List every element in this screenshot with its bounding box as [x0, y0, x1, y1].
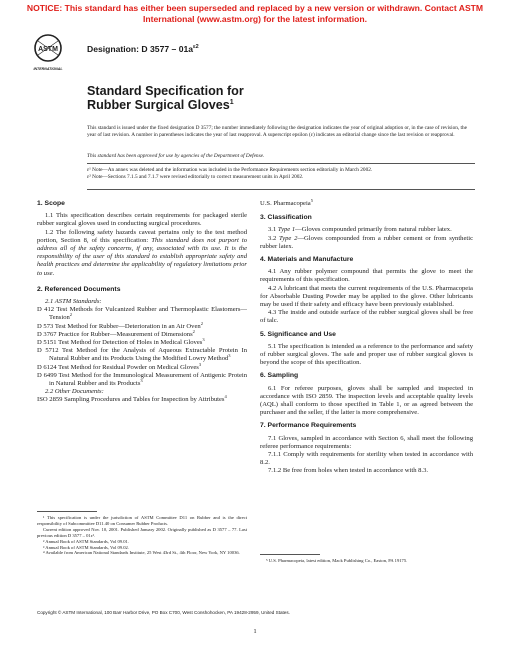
footnote-right: ⁵ U.S. Pharmacopeia, latest edition, Mack Publishing Co., Easton, PA 19175. [266, 558, 408, 563]
editorial-notes [87, 167, 467, 181]
editorial-note: ε¹ Note—An annex was deleted and the information was included in the Performance Requirements section editorially in March 2002. [87, 167, 373, 173]
paragraph: 1.1 This specification describes certain requirements for packaged sterile rubber surgical gloves used in conducting surgical procedures. [37, 212, 247, 228]
reference-item: ISO 2859 Sampling Procedures and Tables for Inspection by Attributes$^4$ [37, 394, 227, 404]
reference-item: D 3767 Practice for Rubber—Measurement of Dimensions$^2$ [37, 328, 195, 338]
footnotes [37, 515, 247, 556]
footnote: ³ Annual Book of ASTM Standards, Vol 09.02. [43, 544, 129, 550]
designation: Designation: D $3577 - 01a^{\varepsilon 2}$ [87, 44, 199, 54]
section-heading: 2. Referenced Documents [37, 285, 121, 293]
footnote-divider-right [260, 554, 320, 555]
notice-line-2: International (www.astm.org) for the latest information. [142, 14, 368, 24]
section-heading: 3. Classification [260, 214, 312, 222]
issued-statement: This standard is issued under the fixed designation D 3577; the number immediately following the designation indicates the year of original adoption or, in the case of revision, the year of last revision. A number in parentheses indicates the year of last reapproval. A superscript epsilon (ε) indicates an editorial change since the last revision or reapproval. [87, 125, 467, 138]
footnote-divider [37, 511, 97, 512]
paragraph: 5.1 The specification is intended as a reference to the performance and safety of rubber surgical gloves. The safe and proper use of rubber surgical gloves is beyond the scope of this specification. [260, 342, 473, 367]
paragraph: 4.2 A lubricant that meets the current requirements of the U.S. Pharmacopeia for Absorbable Dusting Powder may be applied to the glove. Other lubricants may be used if their safety and efficacy have been previously established. [260, 284, 473, 309]
paragraph: U.S. Pharmacopeia$^5$ [260, 197, 313, 207]
left-column [37, 200, 247, 405]
reference-item: D 412 Test Methods for Vulcanized Rubber and Thermoplastic Elastomers—Tension$^2$ [37, 306, 247, 322]
svg-text:INTERNATIONAL: INTERNATIONAL [33, 67, 63, 71]
subheading: 2.1 ASTM Standards: [45, 298, 102, 306]
copyright: Copyright © ASTM International, 100 Barr Harbor Drive, PO Box C700, West Conshohocken, PA 19428-2959, United States. [37, 610, 290, 615]
notes-divider [87, 189, 475, 190]
subheading: 2.2 Other Documents: [45, 388, 104, 396]
paragraph: 3.1 Type 1—Gloves compounded primarily from natural rubber latex. [268, 226, 452, 234]
withdrawal-notice [0, 3, 510, 25]
svg-text:ASTM: ASTM [38, 46, 58, 53]
footnote: Current edition approved Nov. 10, 2001. Published January 2002. Originally published as D 3577 – 77. Last previous edition D 3577 – 01ε¹. [37, 526, 247, 538]
paragraph: 7.1.2 Be free from holes when tested in accordance with 8.3. [268, 467, 429, 475]
footnote: ² Annual Book of ASTM Standards, Vol 09.01. [43, 538, 129, 544]
paragraph: 4.3 The inside and outside surface of the rubber surgical gloves shall be free of talc. [260, 309, 473, 325]
right-column [260, 197, 473, 476]
section-heading: 5. Significance and Use [260, 330, 336, 338]
editorial-note: ε² Note—Sections 7.1.5 and 7.1.7 were revised editorially to correct measurement units in April 2002. [87, 173, 304, 180]
paragraph: 7.1.1 Comply with requirements for sterility when tested in accordance with 8.2. [260, 451, 473, 467]
reference-item: D 6124 Test Method for Residual Powder on Medical Gloves$^3$ [37, 361, 202, 371]
reference-item: D 5712 Test Method for the Analysis of Aqueous Extractable Protein In Natural Rubber and its Products Using the Modified Lowry Method$^3$ [37, 347, 247, 363]
page-number: 1 [253, 628, 257, 635]
footnote: ¹ This specification is under the jurisdiction of ASTM Committee D11 on Rubber and is the direct responsibility of Subcommittee D11.40 on Consumer Rubber Products. [37, 515, 247, 526]
paragraph: 4.1 Any rubber polymer compound that permits the glove to meet the requirements of this specification. [260, 268, 473, 284]
reference-item: D 5151 Test Method for Detection of Holes in Medical Gloves$^3$ [37, 336, 205, 347]
paragraph: 6.1 For referee purposes, gloves shall be sampled and inspected in accordance with ISO 2859. The inspection levels and acceptable quality levels (AQL) shall conform to those specified in Table 1, or as agreed between the purchaser and the seller, if the latter is more comprehensive. [260, 384, 473, 417]
section-heading: 6. Sampling [260, 372, 299, 380]
header-divider [87, 163, 475, 164]
astm-logo-icon [32, 33, 64, 73]
paragraph: 3.2 Type 2—Gloves compounded from a rubber cement or from synthetic rubber latex. [260, 234, 473, 250]
dod-approval: This standard has been approved for use by agencies of the Department of Defense. [87, 153, 265, 159]
section-heading: 1. Scope [37, 200, 65, 207]
section-heading: 7. Performance Requirements [260, 422, 357, 430]
notice-line-1: NOTICE: This standard has either been superseded and replaced by a new version or withdrawn. Contact ASTM [26, 3, 484, 13]
section-heading: 4. Materials and Manufacture [260, 256, 354, 264]
document-title: Standard Specification for Rubber Surgical Gloves$^1$ [87, 84, 244, 112]
paragraph: 7.1 Gloves, sampled in accordance with Section 6, shall meet the following referee performance requirements: [260, 434, 473, 450]
reference-item: D 573 Test Method for Rubber—Deterioration in an Air Oven$^2$ [37, 320, 203, 330]
paragraph: 1.2 The following safety hazards caveat pertains only to the test method portion, Section 8, of this specification: This standard does not purport to address all of the safety concerns, if any, associated with its use. It is the responsibility of the user of this standard to establish appropriate safety and health practices and determine the applicability of regulatory limitations prior to use. [37, 228, 247, 277]
footnote: ⁴ Available from American National Standards Institute, 25 West 43rd St., 4th Floor, New York, NY 10036. [43, 550, 240, 556]
reference-item: D 6499 Test Method for the Immunological Measurement of Antigenic Protein in Natural Rubber and its Products$^3$ [37, 371, 247, 388]
